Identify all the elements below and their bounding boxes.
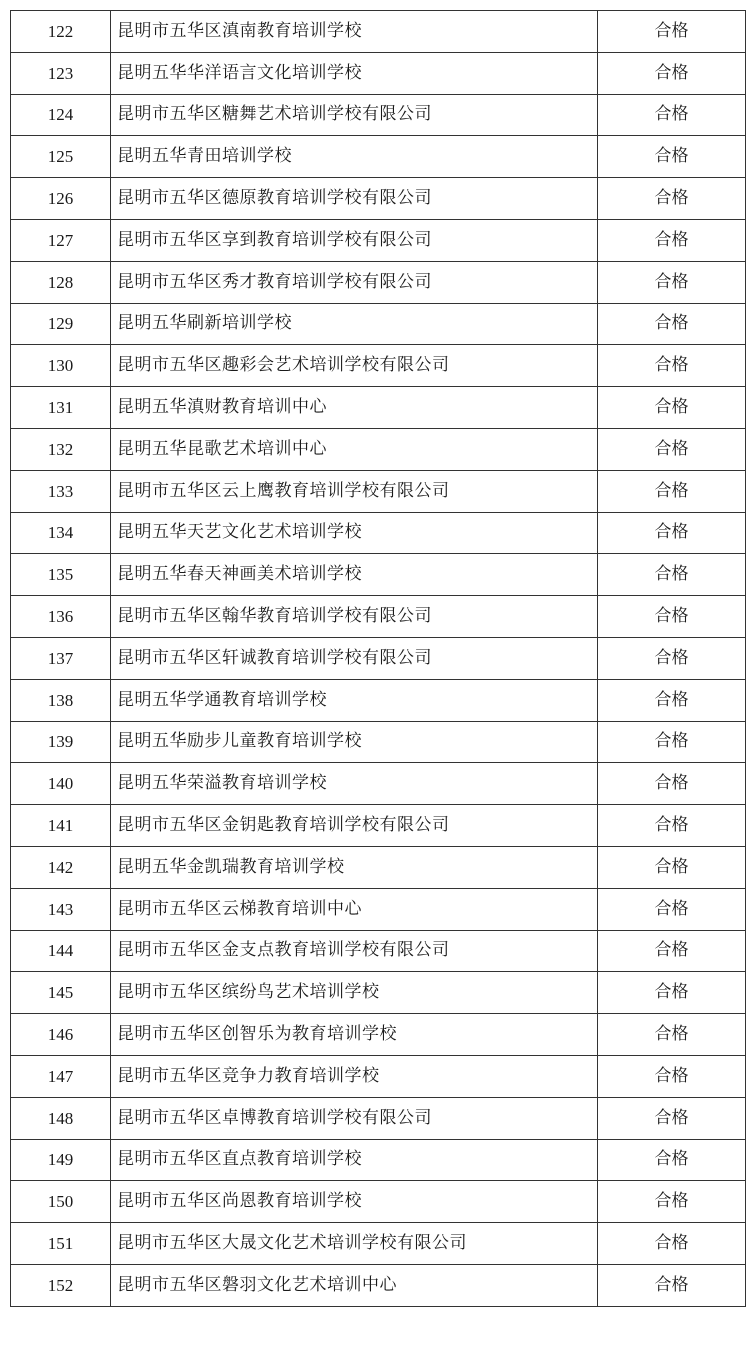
row-number: 147 [11,1055,111,1097]
institution-name: 昆明市五华区大晟文化艺术培训学校有限公司 [111,1223,598,1265]
institution-name: 昆明市五华区翰华教育培训学校有限公司 [111,596,598,638]
inspection-result: 合格 [598,972,746,1014]
inspection-result: 合格 [598,846,746,888]
table-row [11,930,746,972]
table-row [11,178,746,220]
inspection-result: 合格 [598,1264,746,1306]
institution-name: 昆明市五华区秀才教育培训学校有限公司 [111,261,598,303]
institution-name: 昆明五华刷新培训学校 [111,303,598,345]
institution-name: 昆明市五华区云梯教育培训中心 [111,888,598,930]
inspection-result: 合格 [598,721,746,763]
row-number: 132 [11,428,111,470]
inspection-result: 合格 [598,52,746,94]
institution-name: 昆明市五华区磐羽文化艺术培训中心 [111,1264,598,1306]
row-number: 124 [11,94,111,136]
table-row [11,1264,746,1306]
row-number: 144 [11,930,111,972]
row-number: 130 [11,345,111,387]
table-row [11,52,746,94]
inspection-result: 合格 [598,1014,746,1056]
table-row [11,261,746,303]
institution-name: 昆明市五华区云上鹰教育培训学校有限公司 [111,470,598,512]
inspection-result: 合格 [598,1097,746,1139]
institution-name: 昆明五华天艺文化艺术培训学校 [111,512,598,554]
row-number: 151 [11,1223,111,1265]
row-number: 146 [11,1014,111,1056]
row-number: 122 [11,11,111,53]
table-row [11,512,746,554]
table-row [11,1097,746,1139]
row-number: 136 [11,596,111,638]
inspection-result: 合格 [598,1181,746,1223]
table-row [11,1181,746,1223]
inspection-result: 合格 [598,679,746,721]
row-number: 125 [11,136,111,178]
table-row [11,846,746,888]
table-row [11,888,746,930]
inspection-result: 合格 [598,596,746,638]
table-row [11,1223,746,1265]
institution-name: 昆明市五华区卓博教育培训学校有限公司 [111,1097,598,1139]
row-number: 139 [11,721,111,763]
table-row [11,387,746,429]
inspection-result: 合格 [598,11,746,53]
inspection-result: 合格 [598,1223,746,1265]
inspection-result: 合格 [598,1055,746,1097]
inspection-result: 合格 [598,178,746,220]
row-number: 131 [11,387,111,429]
table-row [11,94,746,136]
row-number: 150 [11,1181,111,1223]
table-row [11,1014,746,1056]
institution-name: 昆明五华华洋语言文化培训学校 [111,52,598,94]
institution-name: 昆明市五华区德原教育培训学校有限公司 [111,178,598,220]
row-number: 126 [11,178,111,220]
inspection-result: 合格 [598,1139,746,1181]
inspection-result: 合格 [598,888,746,930]
institution-name: 昆明五华春天神画美术培训学校 [111,554,598,596]
institution-name: 昆明五华昆歌艺术培训中心 [111,428,598,470]
table-row [11,763,746,805]
row-number: 148 [11,1097,111,1139]
table-row [11,11,746,53]
row-number: 143 [11,888,111,930]
institution-name: 昆明市五华区趣彩会艺术培训学校有限公司 [111,345,598,387]
school-inspection-table [10,10,746,1307]
institution-name: 昆明五华学通教育培训学校 [111,679,598,721]
table-row [11,470,746,512]
table-row [11,805,746,847]
table-row [11,219,746,261]
institution-name: 昆明市五华区缤纷鸟艺术培训学校 [111,972,598,1014]
table-row [11,428,746,470]
table-row [11,679,746,721]
table-row [11,637,746,679]
institution-name: 昆明市五华区尚恩教育培训学校 [111,1181,598,1223]
inspection-result: 合格 [598,763,746,805]
table-row [11,345,746,387]
row-number: 138 [11,679,111,721]
row-number: 149 [11,1139,111,1181]
inspection-result: 合格 [598,512,746,554]
institution-name: 昆明五华滇财教育培训中心 [111,387,598,429]
institution-name: 昆明市五华区竞争力教育培训学校 [111,1055,598,1097]
table-row [11,972,746,1014]
row-number: 129 [11,303,111,345]
institution-name: 昆明市五华区享到教育培训学校有限公司 [111,219,598,261]
institution-name: 昆明市五华区滇南教育培训学校 [111,11,598,53]
institution-name: 昆明五华金凯瑞教育培训学校 [111,846,598,888]
institution-name: 昆明市五华区直点教育培训学校 [111,1139,598,1181]
table-row [11,554,746,596]
inspection-result: 合格 [598,470,746,512]
table-row [11,721,746,763]
institution-name: 昆明五华荣溢教育培训学校 [111,763,598,805]
row-number: 135 [11,554,111,596]
inspection-result: 合格 [598,428,746,470]
table-body [11,11,746,1307]
inspection-result: 合格 [598,387,746,429]
inspection-result: 合格 [598,930,746,972]
table-row [11,596,746,638]
row-number: 142 [11,846,111,888]
inspection-result: 合格 [598,554,746,596]
row-number: 123 [11,52,111,94]
table-row [11,303,746,345]
inspection-result: 合格 [598,219,746,261]
institution-name: 昆明市五华区金支点教育培训学校有限公司 [111,930,598,972]
row-number: 152 [11,1264,111,1306]
inspection-result: 合格 [598,805,746,847]
inspection-result: 合格 [598,261,746,303]
inspection-result: 合格 [598,136,746,178]
institution-name: 昆明市五华区糖舞艺术培训学校有限公司 [111,94,598,136]
institution-name: 昆明市五华区金钥匙教育培训学校有限公司 [111,805,598,847]
inspection-result: 合格 [598,345,746,387]
inspection-result: 合格 [598,303,746,345]
row-number: 137 [11,637,111,679]
table-row [11,1055,746,1097]
row-number: 133 [11,470,111,512]
row-number: 127 [11,219,111,261]
institution-name: 昆明五华励步儿童教育培训学校 [111,721,598,763]
row-number: 145 [11,972,111,1014]
row-number: 140 [11,763,111,805]
institution-name: 昆明市五华区创智乐为教育培训学校 [111,1014,598,1056]
row-number: 128 [11,261,111,303]
institution-name: 昆明市五华区轩诚教育培训学校有限公司 [111,637,598,679]
inspection-result: 合格 [598,94,746,136]
row-number: 141 [11,805,111,847]
row-number: 134 [11,512,111,554]
table-row [11,136,746,178]
institution-name: 昆明五华青田培训学校 [111,136,598,178]
inspection-result: 合格 [598,637,746,679]
table-row [11,1139,746,1181]
